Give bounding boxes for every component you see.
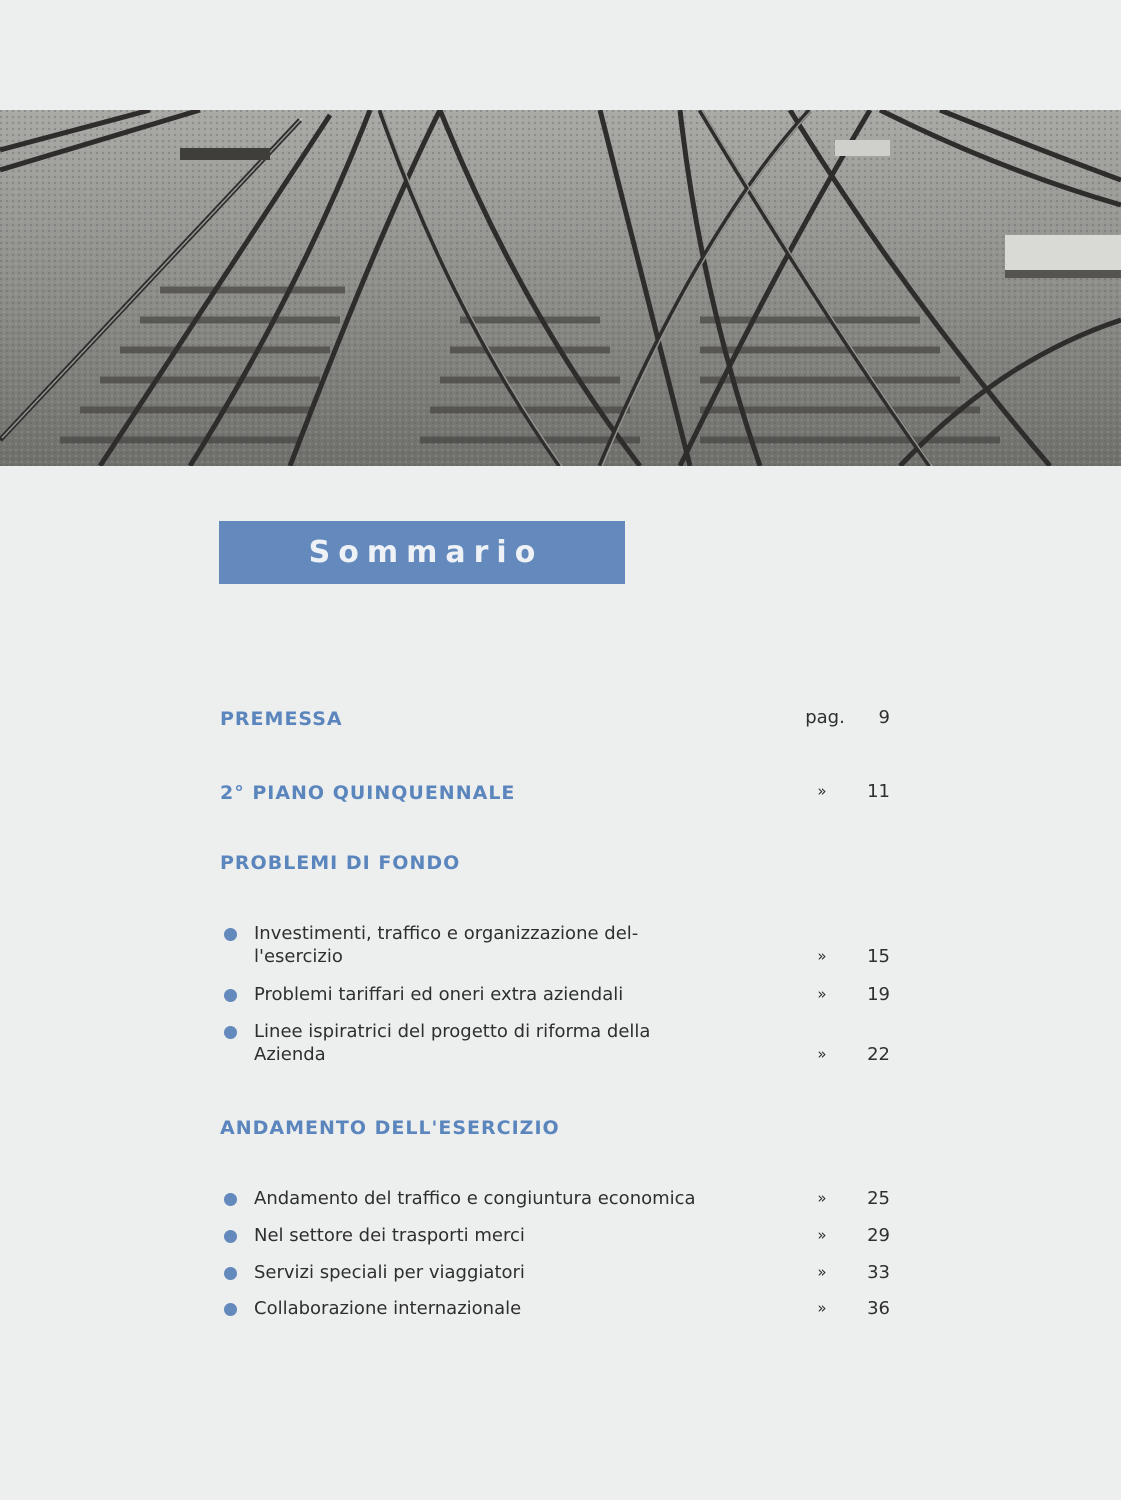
list-item [220,1261,890,1285]
bullet-icon [224,1303,237,1316]
bullet-icon [224,928,237,941]
ditto-marker: » [817,1045,827,1063]
bullet-icon [224,1026,237,1039]
list-item [220,1224,890,1248]
list-item [220,1297,890,1321]
ditto-marker: » [817,782,827,800]
entry-text-line1: Linee ispiratrici del progetto di riforma della [254,1021,651,1042]
page-number: 25 [867,1188,890,1209]
section-heading-problemi: PROBLEMI DI FONDO [220,852,461,874]
ditto-marker: » [817,985,827,1003]
page-title: Sommario [308,535,544,570]
list-item [220,1187,890,1211]
entry-text-line1: Investimenti, traffico e organizzazione del- [254,923,639,944]
page-marker: pag. [805,707,845,728]
bullet-icon [224,1193,237,1206]
bullet-icon [224,989,237,1002]
toc-row-piano [220,780,890,804]
ditto-marker: » [817,1299,827,1317]
page-number: 15 [867,946,890,967]
entry-text: Andamento del traffico e congiuntura economica [254,1188,696,1209]
entry-text-line2: l'esercizio [254,946,343,967]
entry-text: Collaborazione internazionale [254,1298,522,1319]
entry-text: Nel settore dei trasporti merci [254,1225,525,1246]
section-heading-piano: 2° PIANO QUINQUENNALE [220,782,516,804]
page-number: 36 [867,1298,890,1319]
page-number: 9 [878,707,890,728]
entry-text-line2: Azienda [254,1044,326,1065]
ditto-marker: » [817,1263,827,1281]
list-item [220,922,890,970]
list-item [220,1020,890,1068]
page-number: 11 [867,781,890,802]
entry-text: Problemi tariffari ed oneri extra aziendali [254,984,624,1005]
page-number: 22 [867,1044,890,1065]
bullet-icon [224,1230,237,1243]
ditto-marker: » [817,947,827,965]
ditto-marker: » [817,1226,827,1244]
section-heading-premessa: PREMESSA [220,708,343,730]
page-number: 19 [867,984,890,1005]
page-number: 29 [867,1225,890,1246]
ditto-marker: » [817,1189,827,1207]
page-number: 33 [867,1262,890,1283]
entry-text: Servizi speciali per viaggiatori [254,1262,525,1283]
section-heading-andamento: ANDAMENTO DELL'ESERCIZIO [220,1117,560,1139]
list-item [220,983,890,1007]
railway-tracks-photo [0,110,1121,466]
bullet-icon [224,1267,237,1280]
toc-row-premessa [220,706,890,730]
title-banner [219,521,625,584]
